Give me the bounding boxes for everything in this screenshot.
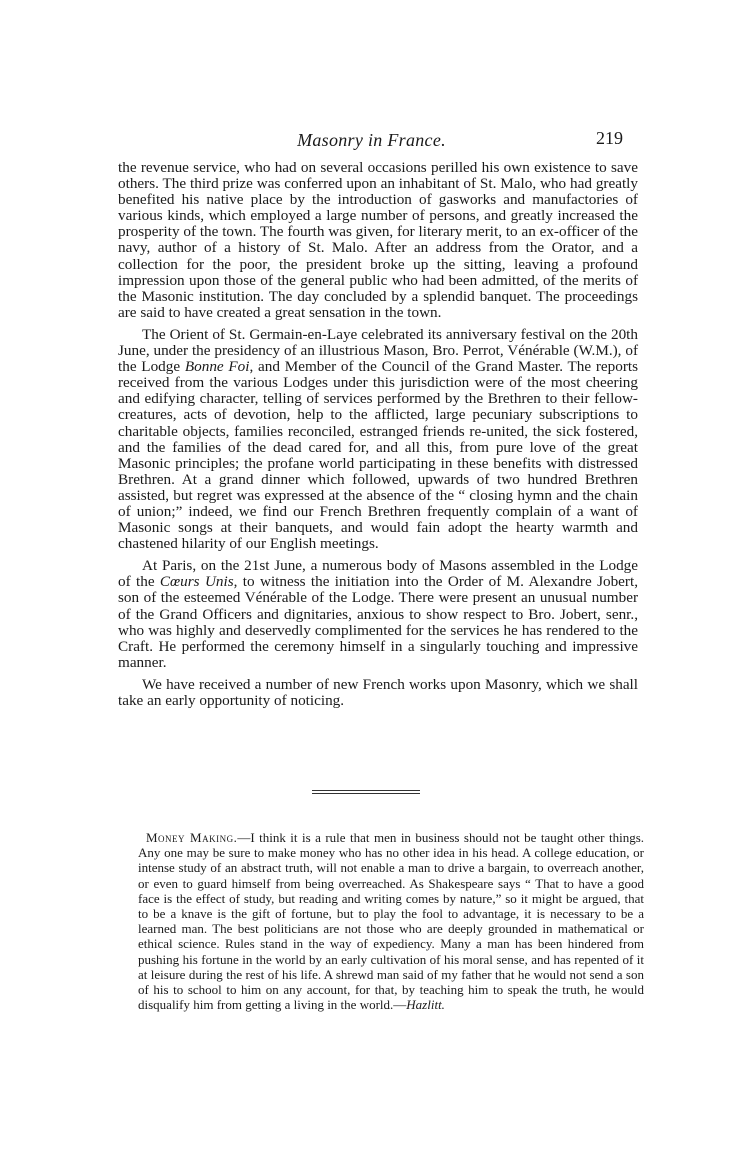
lodge-name: Cœurs Unis	[159, 573, 234, 591]
paragraph-continuation: the revenue service, who had on several occasions perilled his own existence to save others. The third prize was conferred upon an inhabitant of St. Malo, who had greatly benefited his native place by the introduction of gasworks and manufactories of various kinds, which employed a large number of persons, and greatly increased the prosperity of the town. The fourth was given, for literary merit, to an ex-officer of the navy, author of a history of St. Malo. After an address from the Orator, and a collection for the poor, the president broke up the sitting, leaving a profound impression upon those of the general public who had been admitted, of the merits of the Masonic institution. The day concluded by a splendid banquet. The proceedings are said to have created a great sensation in the town.	[118, 159, 638, 321]
section-divider	[312, 790, 420, 796]
footnote-heading: Money Making.	[146, 830, 238, 845]
footnote-money-making	[138, 830, 644, 1012]
paragraph-text: , to witness the initiation into the Order of M. Alexandre Jobert, son of the esteemed Vénérable of the Lodge. There were present an unusual number of the Grand Officers and dignitaries, anxious to show respect to Bro. Jobert, senr., who was highly and deservedly complimented for the services he has rendered to the Craft. He performed the ceremony himself in a singularly touching and impressive manner.	[118, 573, 638, 671]
paragraph-text: The Orient of St. Germain-en-Laye celebrated its anniversary festival on the 20th June, under the presidency of an illustrious Mason, Bro. Perrot, Vénérable (W.M.), of the Lodge	[118, 325, 638, 376]
page-number: 219	[596, 128, 623, 148]
footnote-attribution: Hazlitt.	[406, 997, 445, 1013]
paragraph-paris	[118, 558, 638, 671]
lodge-name: Bonne Foi	[184, 358, 250, 376]
paragraph-text: , and Member of the Council of the Grand Master. The reports received from the various Lodges under this jurisdiction were of the most cheering and edifying character, telling of services performed by the Brethren to their fellow-creatures, acts of devotion, help to the afflicted, large pecuniary subscriptions to charitable objects, families reconciled, estranged friends re-united, the sick fostered, and the families of the dead cared for, and all this, from pure love of the great Masonic principles; the profane world participating in these benefits with distressed Brethren. At a grand dinner which followed, upwards of two hundred Brethren assisted, but regret was expressed at the absence of the “ closing hymn and the chain of union;” indeed, we find our French Brethren frequently complain of a want of Masonic songs at their banquets, and would fain adopt the hearty warmth and chastened hilarity of our English meetings.	[118, 358, 639, 553]
paragraph-text: At Paris, on the 21st June, a numerous body of Masons assembled in the Lodge of the	[118, 557, 638, 591]
paragraph-french-works: We have received a number of new French works upon Masonry, which we shall take an early opportunity of noticing.	[118, 675, 638, 709]
paragraph-st-germain	[118, 327, 638, 552]
footnote-text: —I think it is a rule that men in business should not be taught other things. Any one may be sure to make money who has no other idea in his head. A college education, or intense study of an abstract truth, will not enable a man to drive a bargain, to overreach another, or even to guard himself from being overreached. As Shakespeare says “ That to have a good face is the effect of study, but reading and writing comes by nature,” so it might be argued, that to be a knave is the gift of fortune, but to play the fool to advantage, it is necessary to be a learned man. The best politicians are not those who are deeply grounded in mathematical or ethical science. Rules stand in the way of expediency. Many a man has been hindered from pushing his fortune in the world by an early cultivation of his moral sense, and has repented of it at leisure during the rest of his life. A shrewd man said of my father that he would not send a son of his to school to him on any account, for that, by teaching him to speak the truth, he would disqualify him from getting a living in the world.—	[138, 830, 645, 1013]
main-text	[118, 160, 638, 715]
running-title: Masonry in France.	[297, 130, 446, 150]
